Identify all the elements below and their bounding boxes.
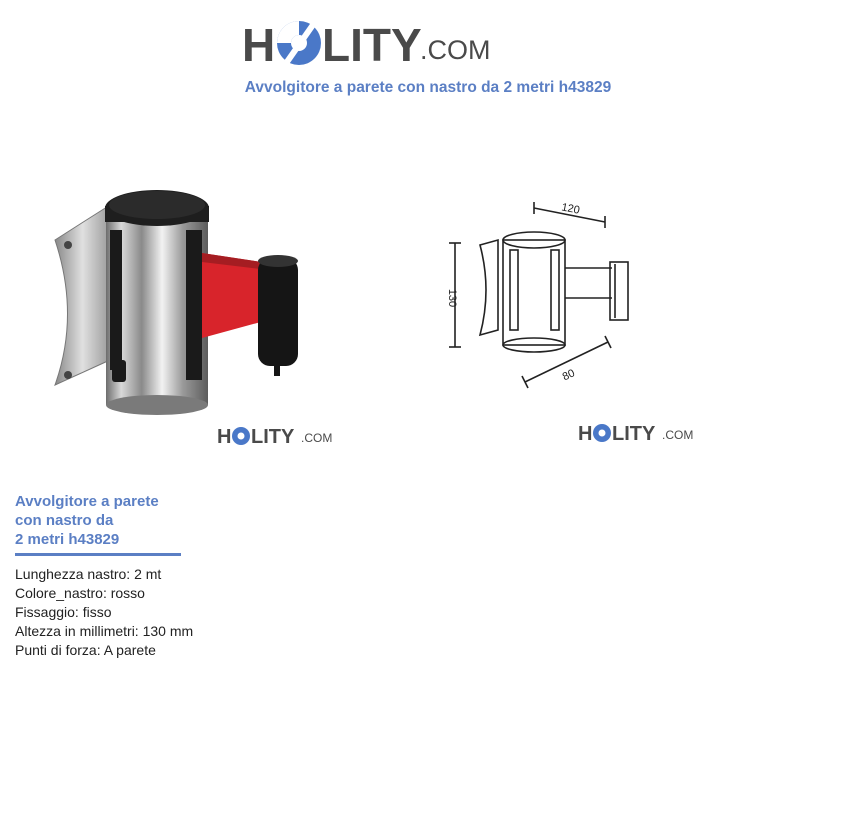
svg-text:H: H <box>578 423 593 445</box>
svg-text:.COM: .COM <box>420 35 491 65</box>
title-underline <box>15 553 181 556</box>
spec-list <box>15 565 193 660</box>
svg-text:LITY: LITY <box>251 426 295 448</box>
svg-text:.COM: .COM <box>662 428 694 442</box>
dimension-height-label: 130 <box>446 288 458 308</box>
spec-item: Altezza in millimetri: 130 mm <box>15 623 194 639</box>
svg-text:LITY: LITY <box>612 423 656 445</box>
product-title <box>15 492 205 549</box>
dimension-depth-label: 80 <box>560 367 577 384</box>
technical-drawing <box>430 180 650 400</box>
spec-item: Lunghezza nastro: 2 mt <box>15 566 162 582</box>
spec-item: Colore_nastro: rosso <box>15 585 145 601</box>
product-photo <box>40 150 340 450</box>
svg-text:H: H <box>217 426 232 448</box>
dimension-width-label: 120 <box>560 201 581 217</box>
product-title-line: 2 metri h43829 <box>15 531 120 548</box>
holity-logo <box>242 14 491 72</box>
holity-watermark <box>578 420 696 446</box>
svg-text:H: H <box>242 19 276 71</box>
product-title-line: Avvolgitore a parete <box>15 493 159 510</box>
svg-text:.COM: .COM <box>301 431 333 445</box>
page-title: Avvolgitore a parete con nastro da 2 metri h43829 <box>244 79 612 96</box>
product-title-line: con nastro da <box>15 512 114 529</box>
svg-text:LITY: LITY <box>322 19 422 71</box>
spec-item: Punti di forza: A parete <box>15 642 156 658</box>
holity-watermark <box>217 423 335 449</box>
spec-item: Fissaggio: fisso <box>15 604 112 620</box>
